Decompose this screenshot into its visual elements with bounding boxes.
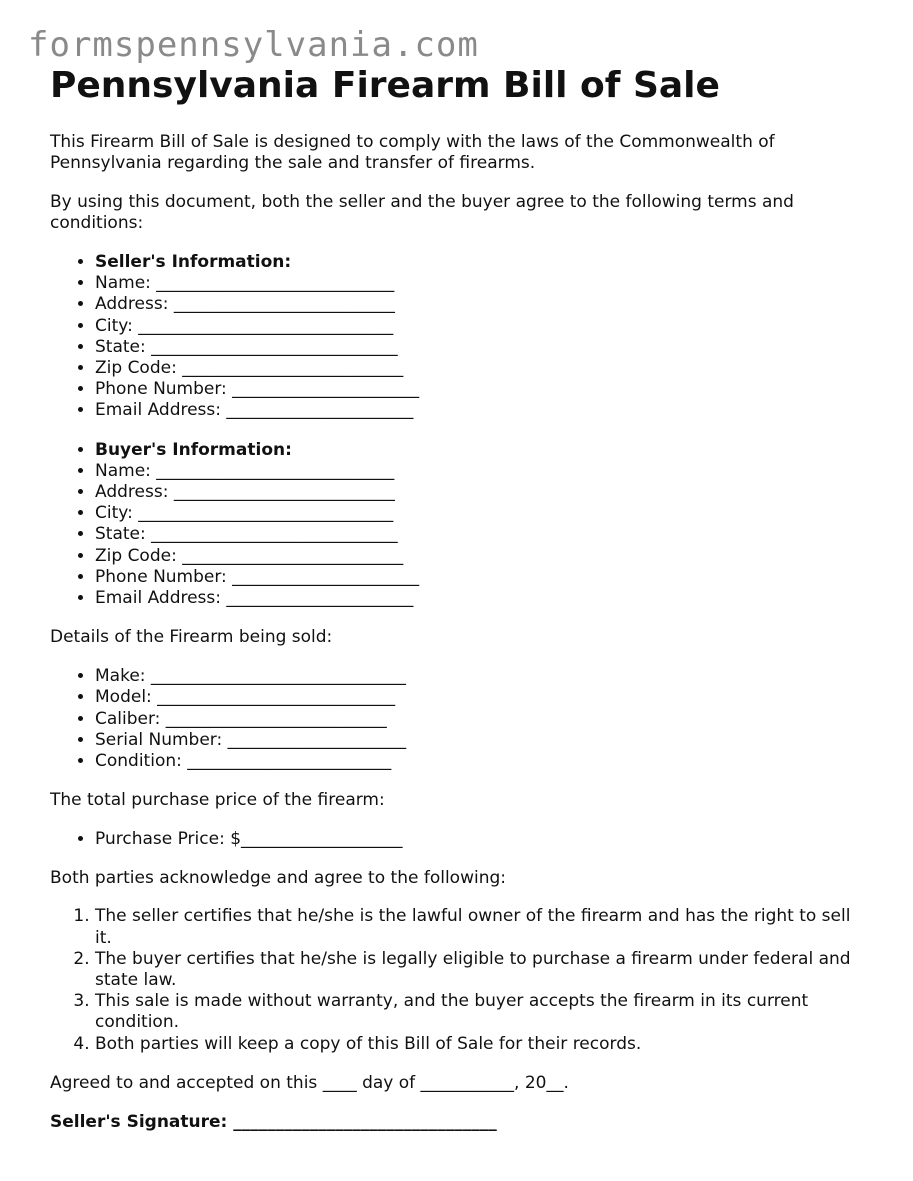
seller-address-field: • Address: __________________________ <box>95 294 870 315</box>
price-intro: The total purchase price of the firearm: <box>50 790 385 811</box>
firearm-condition-field: • Condition: ________________________ <box>95 751 870 772</box>
buyer-zip-field: • Zip Code: __________________________ <box>95 546 870 567</box>
buyer-address-field: • Address: __________________________ <box>95 482 870 503</box>
buyer-phone-field: • Phone Number: ______________________ <box>95 567 870 588</box>
acknowledgment-intro: Both parties acknowledge and agree to the following: <box>50 868 506 889</box>
document-title: Pennsylvania Firearm Bill of Sale <box>50 65 720 106</box>
seller-name-field: • Name: ____________________________ <box>95 273 870 294</box>
acknowledgment-item: 3. This sale is made without warranty, and the buyer accepts the firearm in its current condition. <box>95 991 870 1033</box>
site-watermark: formspennsylvania.com <box>28 25 479 65</box>
buyer-info-heading: • Buyer's Information: <box>95 440 870 461</box>
acknowledgment-item: 4. Both parties will keep a copy of this Bill of Sale for their records. <box>95 1034 870 1055</box>
acknowledgment-item: 2. The buyer certifies that he/she is legally eligible to purchase a firearm under federal and state law. <box>95 949 870 991</box>
buyer-state-field: • State: _____________________________ <box>95 524 870 545</box>
firearm-caliber-field: • Caliber: __________________________ <box>95 709 870 730</box>
seller-signature-line: Seller's Signature: _______________________________ <box>50 1111 497 1132</box>
price-list <box>50 829 870 850</box>
agreement-paragraph: By using this document, both the seller and the buyer agree to the following terms and conditions: <box>50 192 794 233</box>
buyer-email-field: • Email Address: ______________________ <box>95 588 870 609</box>
acknowledgment-item: 1. The seller certifies that he/she is the lawful owner of the firearm and has the right to sell it. <box>95 906 870 948</box>
seller-email-field: • Email Address: ______________________ <box>95 400 870 421</box>
firearm-model-field: • Model: ____________________________ <box>95 687 870 708</box>
firearm-make-field: • Make: ______________________________ <box>95 666 870 687</box>
intro-paragraph: This Firearm Bill of Sale is designed to comply with the laws of the Commonwealth of Pennsylvania regarding the sale and transfer of firearms. <box>50 132 775 173</box>
buyer-name-field: • Name: ____________________________ <box>95 461 870 482</box>
firearm-details-list <box>50 666 870 772</box>
buyer-info-list <box>50 440 870 610</box>
firearm-details-intro: Details of the Firearm being sold: <box>50 627 333 648</box>
seller-city-field: • City: ______________________________ <box>95 316 870 337</box>
seller-phone-field: • Phone Number: ______________________ <box>95 379 870 400</box>
seller-zip-field: • Zip Code: __________________________ <box>95 358 870 379</box>
seller-info-list <box>50 252 870 422</box>
acknowledgment-list <box>50 906 870 1054</box>
document-body <box>50 64 870 1133</box>
firearm-serial-field: • Serial Number: _____________________ <box>95 730 870 751</box>
agreed-date-line: Agreed to and accepted on this ____ day of ___________, 20__. <box>50 1072 569 1093</box>
seller-info-heading: • Seller's Information: <box>95 252 870 273</box>
purchase-price-field: • Purchase Price: $___________________ <box>95 829 870 850</box>
seller-state-field: • State: _____________________________ <box>95 337 870 358</box>
buyer-city-field: • City: ______________________________ <box>95 503 870 524</box>
